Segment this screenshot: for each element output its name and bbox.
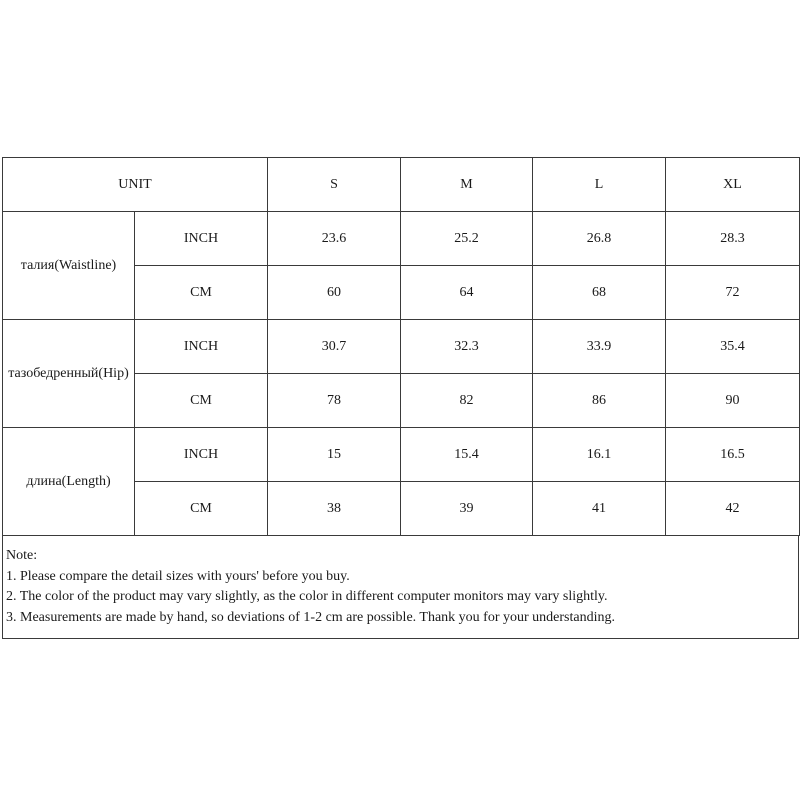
- value-cell: 15.4: [401, 428, 533, 482]
- size-header: XL: [666, 158, 800, 212]
- value-cell: 25.2: [401, 212, 533, 266]
- value-cell: 33.9: [533, 320, 666, 374]
- header-row: [3, 158, 800, 212]
- value-cell: 39: [401, 482, 533, 536]
- value-cell: 35.4: [666, 320, 800, 374]
- size-table: [2, 157, 800, 536]
- value-cell: 72: [666, 266, 800, 320]
- value-cell: 16.1: [533, 428, 666, 482]
- value-cell: 42: [666, 482, 800, 536]
- measure-label-waistline: талия(Waistline): [3, 212, 135, 320]
- notes-box: [2, 536, 799, 639]
- value-cell: 86: [533, 374, 666, 428]
- notes-title: Note:: [6, 548, 38, 563]
- measure-label-length: длина(Length): [3, 428, 135, 536]
- note-line: 1. Please compare the detail sizes with yours' before you buy.: [6, 568, 350, 584]
- value-cell: 90: [666, 374, 800, 428]
- unit-label: CM: [135, 374, 268, 428]
- unit-header: UNIT: [3, 158, 268, 212]
- unit-label: CM: [135, 482, 268, 536]
- value-cell: 68: [533, 266, 666, 320]
- value-cell: 32.3: [401, 320, 533, 374]
- table-row: [3, 212, 800, 266]
- value-cell: 38: [268, 482, 401, 536]
- note-line: 2. The color of the product may vary slightly, as the color in different computer monitors may vary slightly.: [6, 589, 608, 604]
- value-cell: 60: [268, 266, 401, 320]
- value-cell: 78: [268, 374, 401, 428]
- unit-label: CM: [135, 266, 268, 320]
- value-cell: 15: [268, 428, 401, 482]
- table-row: [3, 320, 800, 374]
- unit-label: INCH: [135, 428, 268, 482]
- size-header: M: [401, 158, 533, 212]
- unit-label: INCH: [135, 212, 268, 266]
- note-line: 3. Measurements are made by hand, so deviations of 1-2 cm are possible. Thank you for your understanding.: [6, 609, 615, 625]
- table-row: [3, 428, 800, 482]
- measure-label-hip: тазобедренный(Hip): [3, 320, 135, 428]
- value-cell: 16.5: [666, 428, 800, 482]
- size-header: S: [268, 158, 401, 212]
- value-cell: 41: [533, 482, 666, 536]
- value-cell: 26.8: [533, 212, 666, 266]
- value-cell: 23.6: [268, 212, 401, 266]
- size-chart: [2, 157, 799, 639]
- value-cell: 30.7: [268, 320, 401, 374]
- unit-label: INCH: [135, 320, 268, 374]
- value-cell: 82: [401, 374, 533, 428]
- size-header: L: [533, 158, 666, 212]
- value-cell: 28.3: [666, 212, 800, 266]
- value-cell: 64: [401, 266, 533, 320]
